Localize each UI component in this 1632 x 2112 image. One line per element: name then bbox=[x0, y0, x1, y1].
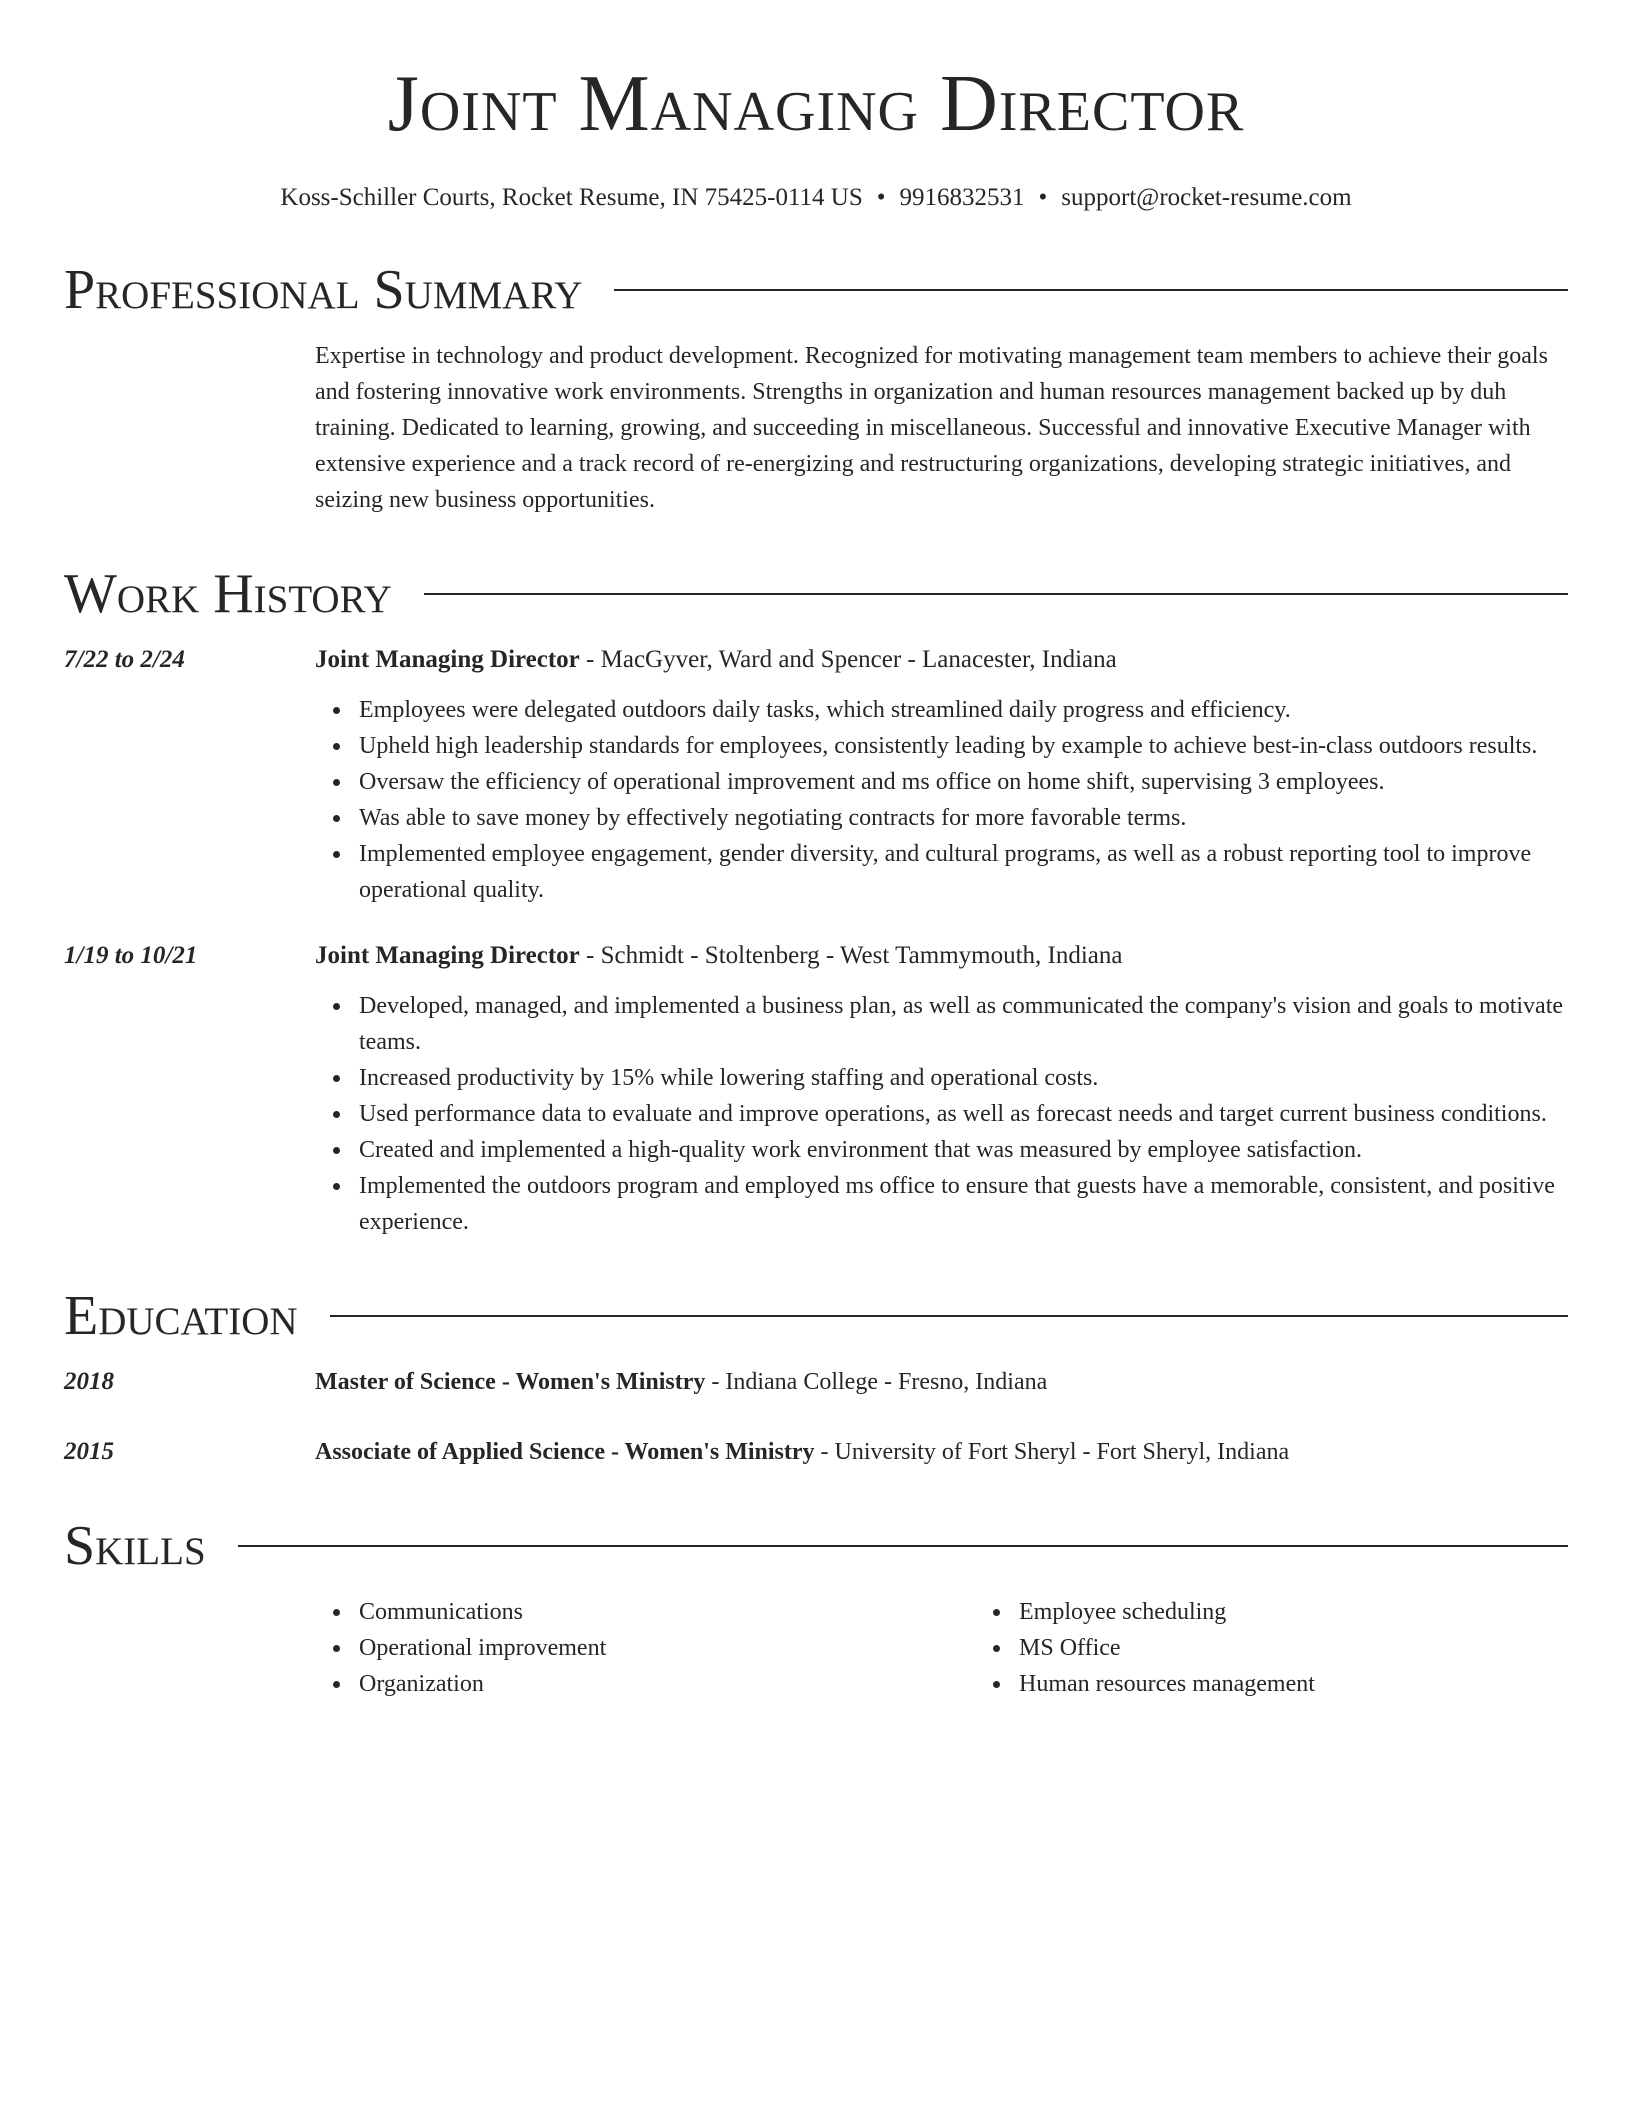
summary-heading: Professional Summary bbox=[64, 259, 583, 321]
skill-item: MS Office bbox=[1019, 1630, 1632, 1666]
job-bullets bbox=[315, 988, 1568, 1240]
job-bullet: Employees were delegated outdoors daily tasks, which streamlined daily progress and efficiency. bbox=[359, 692, 1568, 728]
contact-separator: • bbox=[1038, 184, 1048, 211]
education-content bbox=[315, 1434, 1568, 1470]
contact-email: support@rocket-resume.com bbox=[1061, 184, 1352, 211]
job-entry bbox=[64, 938, 1568, 1240]
section-divider bbox=[238, 1545, 1568, 1547]
education-details: - University of Fort Sheryl - Fort Sheryl, Indiana bbox=[814, 1439, 1290, 1465]
summary-text: Expertise in technology and product development. Recognized for motivating management team members to achieve their goals and fostering innovative work environments. Strengths in organization and human resources management backed up by duh training. Dedicated to learning, growing, and succeeding in miscellaneous. Successful and innovative Executive Manager with extensive experience and a track record of re-energizing and restructuring organizations, developing strategic initiatives, and seizing new business opportunities. bbox=[315, 343, 1548, 513]
education-year: 2015 bbox=[64, 1438, 114, 1465]
job-details: - Schmidt - Stoltenberg - West Tammymouth, Indiana bbox=[579, 942, 1123, 969]
summary-row bbox=[64, 338, 1568, 518]
education-degree: Master of Science - Women's Ministry bbox=[315, 1369, 706, 1395]
job-content bbox=[315, 938, 1568, 1240]
job-details: - MacGyver, Ward and Spencer - Lanacester, Indiana bbox=[579, 646, 1117, 673]
contact-separator: • bbox=[876, 184, 886, 211]
skill-item: Communications bbox=[359, 1594, 975, 1630]
education-year: 2018 bbox=[64, 1368, 114, 1395]
education-degree: Associate of Applied Science - Women's Ministry bbox=[315, 1439, 815, 1465]
job-bullet: Developed, managed, and implemented a business plan, as well as communicated the company's vision and goals to motivate teams. bbox=[359, 988, 1568, 1060]
education-details: - Indiana College - Fresno, Indiana bbox=[705, 1369, 1048, 1395]
work-section-header bbox=[64, 563, 1568, 625]
work-heading: Work History bbox=[64, 563, 392, 625]
job-bullet: Created and implemented a high-quality work environment that was measured by employee satisfaction. bbox=[359, 1132, 1568, 1168]
skill-item: Operational improvement bbox=[359, 1630, 975, 1666]
job-bullet: Implemented employee engagement, gender diversity, and cultural programs, as well as a robust reporting tool to improve operational quality. bbox=[359, 836, 1568, 908]
job-bullet: Upheld high leadership standards for employees, consistently leading by example to achieve best-in-class outdoors results. bbox=[359, 728, 1568, 764]
contact-line bbox=[64, 182, 1568, 214]
skills-row bbox=[64, 1594, 1568, 1702]
contact-phone: 9916832531 bbox=[899, 184, 1025, 211]
skills-columns bbox=[315, 1594, 1632, 1702]
skill-item: Employee scheduling bbox=[1019, 1594, 1632, 1630]
job-bullet: Used performance data to evaluate and improve operations, as well as forecast needs and target current business conditions. bbox=[359, 1096, 1568, 1132]
education-entry bbox=[64, 1434, 1568, 1470]
section-divider bbox=[424, 593, 1568, 595]
job-title: Joint Managing Director bbox=[315, 646, 580, 673]
education-content bbox=[315, 1364, 1568, 1400]
job-title-line bbox=[315, 642, 1568, 678]
skills-list-left bbox=[315, 1594, 975, 1702]
contact-address: Koss-Schiller Courts, Rocket Resume, IN 75425-0114 US bbox=[280, 184, 863, 211]
skills-section-header bbox=[64, 1515, 1568, 1577]
skills-list-right bbox=[975, 1594, 1632, 1702]
summary-spacer bbox=[64, 338, 315, 518]
job-bullets bbox=[315, 692, 1568, 908]
job-bullet: Was able to save money by effectively negotiating contracts for more favorable terms. bbox=[359, 800, 1568, 836]
section-divider bbox=[330, 1315, 1568, 1317]
job-title-line bbox=[315, 938, 1568, 974]
job-bullet: Increased productivity by 15% while lowering staffing and operational costs. bbox=[359, 1060, 1568, 1096]
education-entry bbox=[64, 1364, 1568, 1400]
skills-spacer bbox=[64, 1594, 315, 1702]
job-dates: 7/22 to 2/24 bbox=[64, 646, 185, 673]
skill-item: Organization bbox=[359, 1666, 975, 1702]
education-heading: Education bbox=[64, 1285, 298, 1347]
section-divider bbox=[614, 289, 1568, 291]
resume-name: Joint Managing Director bbox=[387, 60, 1245, 148]
job-entry bbox=[64, 642, 1568, 908]
education-section-header bbox=[64, 1285, 1568, 1347]
job-dates: 1/19 to 10/21 bbox=[64, 942, 198, 969]
job-title: Joint Managing Director bbox=[315, 942, 580, 969]
summary-section-header bbox=[64, 259, 1568, 321]
skills-heading: Skills bbox=[64, 1515, 206, 1577]
skill-item: Human resources management bbox=[1019, 1666, 1632, 1702]
job-bullet: Oversaw the efficiency of operational improvement and ms office on home shift, supervising 3 employees. bbox=[359, 764, 1568, 800]
job-bullet: Implemented the outdoors program and employed ms office to ensure that guests have a memorable, consistent, and positive experience. bbox=[359, 1168, 1568, 1240]
job-content bbox=[315, 642, 1568, 908]
